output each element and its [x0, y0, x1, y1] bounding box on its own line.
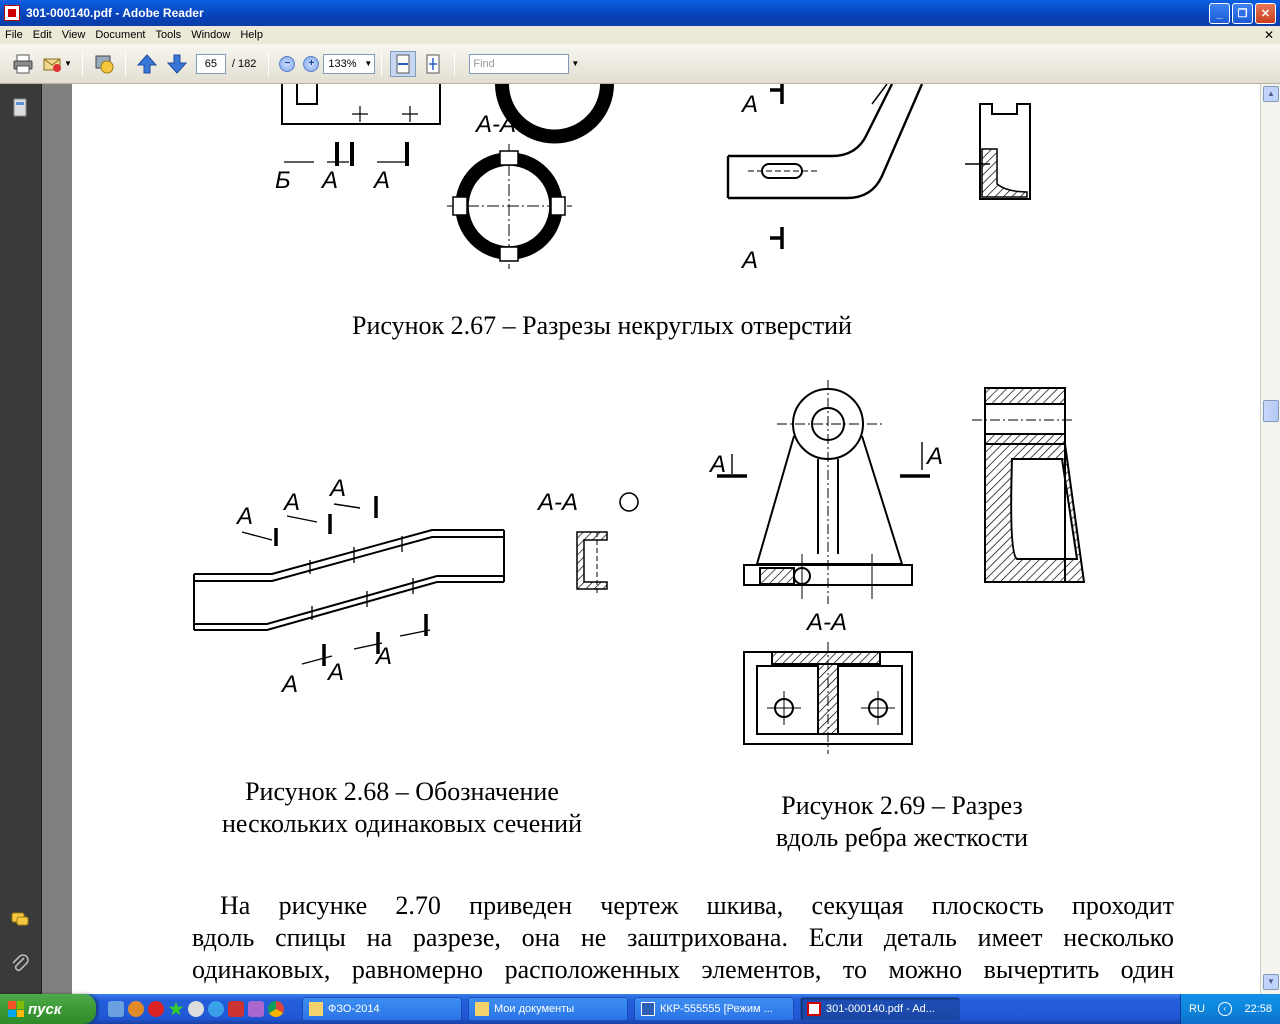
show-desktop-icon[interactable] [108, 1001, 124, 1017]
fig-2-67-ring-partial [502, 84, 607, 137]
chevron-down-icon: ▼ [364, 58, 373, 68]
fig-2-69-bracket [717, 380, 1084, 754]
label-a-12: А [927, 443, 944, 470]
media-player-icon[interactable] [188, 1001, 204, 1017]
restore-button[interactable]: ❐ [1232, 3, 1253, 24]
close-button[interactable]: ✕ [1255, 3, 1276, 24]
folder-icon [475, 1002, 489, 1016]
menu-document[interactable]: Document [95, 29, 146, 41]
chrome-icon[interactable] [268, 1001, 284, 1017]
label-a-7: А [330, 475, 347, 502]
label-aa-fig-68: А-А [538, 489, 579, 516]
caption-fig-2-68-line1: Рисунок 2.68 – Обозначение [245, 777, 559, 806]
toolbar [0, 44, 1280, 84]
caption-fig-2-69-line1: Рисунок 2.69 – Разрез [781, 791, 1023, 820]
email-button[interactable] [40, 51, 66, 77]
collaborate-icon [93, 53, 115, 75]
attachments-icon[interactable] [10, 954, 30, 974]
document-area [42, 84, 1260, 994]
task-folder-fzo[interactable]: ФЗО-2014 [302, 997, 462, 1021]
find-dropdown-icon[interactable]: ▼ [571, 59, 580, 68]
printer-icon [12, 54, 34, 74]
quick-launch [108, 1001, 284, 1017]
menu-bar [0, 26, 1280, 44]
task-adobe-reader[interactable]: 301-000140.pdf - Ad... [800, 997, 960, 1021]
adobe-reader-icon [4, 5, 20, 21]
previous-page-button[interactable] [134, 51, 160, 77]
label-aa-fig-67: А-А [476, 111, 517, 138]
label-a-2: А [374, 167, 391, 194]
scroll-down-button[interactable]: ▼ [1263, 974, 1279, 990]
window-title: 301-000140.pdf - Adobe Reader [26, 6, 204, 20]
label-a-11: А [710, 451, 727, 478]
tray-expand-icon[interactable]: ‹ [1218, 1002, 1232, 1016]
caption-fig-2-69-line2: вдоль ребра жесткости [775, 823, 1029, 852]
fit-page-button[interactable] [420, 51, 446, 77]
label-a-3: А [742, 91, 759, 118]
next-page-button[interactable] [164, 51, 190, 77]
label-a-1: А [322, 167, 339, 194]
vertical-scrollbar[interactable] [1260, 84, 1280, 994]
zoom-select[interactable] [323, 54, 375, 74]
page-total: / 182 [231, 57, 257, 70]
navigation-pane [0, 84, 42, 994]
menu-edit[interactable]: Edit [32, 29, 52, 41]
comments-icon[interactable] [10, 910, 30, 930]
document-close-icon[interactable]: ✕ [1263, 28, 1274, 42]
fit-width-icon [394, 54, 412, 74]
arrow-up-icon [136, 53, 158, 75]
label-a-8: А [282, 671, 299, 698]
arrow-down-icon [166, 53, 188, 75]
menu-help[interactable]: Help [240, 29, 263, 41]
pdf-icon [807, 1002, 821, 1016]
collaborate-button[interactable] [91, 51, 117, 77]
mail-icon[interactable] [248, 1001, 264, 1017]
label-a-9: А [328, 659, 345, 686]
language-indicator[interactable]: RU [1189, 1003, 1205, 1015]
label-b: Б [275, 167, 291, 194]
task-word-document[interactable]: ККР-555555 [Режим ... [634, 997, 794, 1021]
menu-view[interactable]: View [61, 29, 86, 41]
folder-icon [309, 1002, 323, 1016]
page-number-input[interactable]: 65 [196, 54, 226, 74]
label-a-4: А [742, 247, 759, 274]
internet-explorer-icon[interactable] [208, 1001, 224, 1017]
caption-fig-2-68-line2: нескольких одинаковых сечений [221, 809, 582, 838]
system-tray [1180, 994, 1280, 1024]
menu-window[interactable]: Window [191, 29, 231, 41]
fig-2-67-ring-section [447, 144, 572, 269]
scroll-thumb[interactable] [1263, 400, 1279, 422]
clock: 22:58 [1244, 1003, 1272, 1015]
start-button[interactable] [0, 994, 96, 1024]
avast-icon[interactable] [128, 1001, 144, 1017]
label-a-10: А [376, 643, 393, 670]
zoom-in-button[interactable]: + [303, 56, 319, 72]
opera-icon[interactable] [148, 1001, 164, 1017]
fig-2-67-bent-plate [728, 84, 1030, 249]
label-a-5: А [237, 503, 254, 530]
task-my-documents[interactable]: Мои документы [468, 997, 628, 1021]
zoom-out-button[interactable]: − [279, 56, 295, 72]
pdf-page [72, 84, 1260, 994]
save-icon[interactable] [228, 1001, 244, 1017]
menu-tools[interactable]: Tools [155, 29, 182, 41]
email-icon [42, 54, 64, 74]
pages-icon[interactable] [10, 98, 30, 118]
scroll-up-button[interactable]: ▲ [1263, 86, 1279, 102]
fit-width-button[interactable] [390, 51, 416, 77]
star-icon[interactable] [168, 1001, 184, 1017]
taskbar [0, 994, 1280, 1024]
label-a-6: А [284, 489, 301, 516]
caption-fig-2-67: Рисунок 2.67 – Разрезы некруглых отверстий [352, 311, 852, 340]
zoom-value: 133% [328, 57, 357, 70]
start-label: пуск [28, 1000, 62, 1018]
fit-page-icon [424, 54, 442, 74]
fig-2-68-beam [194, 493, 638, 666]
menu-file[interactable]: File [5, 29, 23, 41]
word-icon [641, 1002, 655, 1016]
technical-drawings [72, 84, 1260, 994]
label-aa-fig-69: А-А [807, 609, 848, 636]
email-dropdown-icon[interactable]: ▼ [64, 59, 72, 68]
minimize-button[interactable]: _ [1209, 3, 1230, 24]
print-button[interactable] [10, 51, 36, 77]
find-input[interactable]: Find [469, 54, 569, 74]
paragraph-line-1: На рисунке 2.70 приведен чертеж шкива, секущая плоскость проходит [220, 891, 1174, 920]
fig-2-67-part-left [282, 84, 440, 166]
paragraph-line-2: вдоль спицы на разрезе, она не заштрихована. Если деталь имеет несколько [192, 923, 1174, 952]
title-bar [0, 0, 1280, 26]
paragraph-line-3: одинаковых, равномерно расположенных элементов, то можно вычертить один [192, 955, 1174, 984]
windows-logo-icon [8, 1001, 24, 1017]
